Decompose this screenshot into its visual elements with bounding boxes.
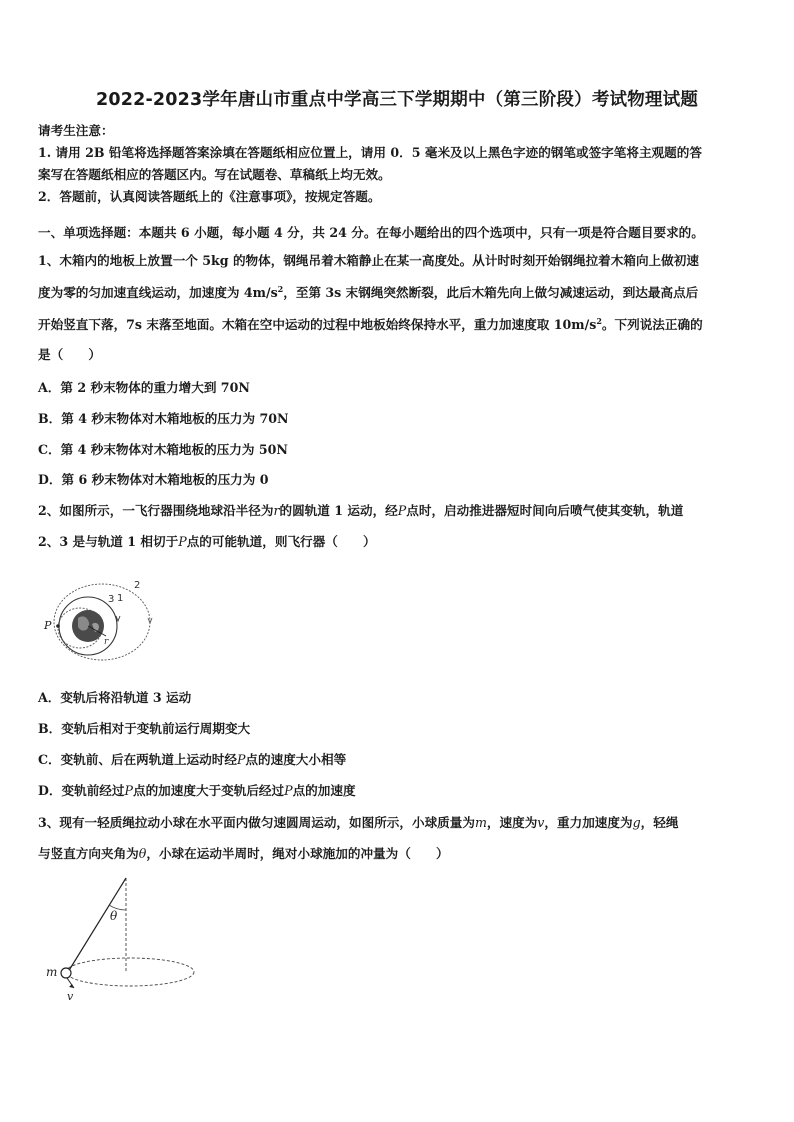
q3-line-1-text-a: 3、现有一轻质绳拉动小球在水平面内做匀速圆周运动，如图所示，小球质量为 [38,815,475,830]
q1-option-c: C．第 4 秒末物体对木箱地板的压力为 50N [38,442,288,457]
q1-option-a: A．第 2 秒末物体的重力增大到 70N [38,380,250,395]
q2-option-c-text-b: 点的速度大小相等 [245,752,347,767]
q2-line-1 [38,500,683,519]
notice-heading: 请考生注意： [38,123,114,138]
q1-line-2-text-b: ，至第 3s 末钢绳突然断裂，此后木箱先向上做匀减速运动，到达最高点后 [283,285,699,300]
q3-line-1-text-c: ，重力加速度为 [544,815,633,830]
notice-item-1-line-1: 1. 请用 2B 铅笔将选择题答案涂填在答题纸相应位置上，请用 0．5 毫米及以上黑色字迹的钢笔或签字笔将主观题的答 [38,145,702,160]
q2-line-2-text-a: 2、3 是与轨道 1 相切于 [38,534,179,549]
q2-option-d-p1: P [124,783,133,798]
q3-line-1 [38,812,678,831]
q1-line-3-sup: 2 [596,315,602,326]
q3-line-1-text-b: ，速度为 [486,815,538,830]
section-heading: 一、单项选择题：本题共 6 小题，每小题 4 分，共 24 分。在每小题给出的四个选项中，只有一项是符合题目要求的。 [38,225,704,240]
q2-line-1-text-b: 的圆轨道 1 运动，经 [279,503,398,518]
label-orbit-3: 3 [108,594,115,605]
q2-option-d-text-c: 点的加速度 [292,783,356,798]
label-r: r [104,637,109,647]
q2-line-1-p: P [397,503,407,518]
q1-line-4: 是（ ） [38,347,101,362]
q3-line-2-text-a: 与竖直方向夹角为 [38,846,139,861]
q1-line-2-sup: 2 [277,283,284,294]
q1-option-d: D．第 6 秒末物体对木箱地板的压力为 0 [38,472,269,487]
q1-line-2-text-a: 度为零的匀加速直线运动，加速度为 4m/s [38,285,278,300]
q2-line-2 [38,531,376,550]
point-p [56,624,60,628]
q3-line-2 [38,843,449,862]
q1-line-2 [38,282,698,301]
q2-option-c [38,749,346,768]
q1-line-3-text-a: 开始竖直下落，7s 末落至地面。木箱在空中运动的过程中地板始终保持水平，重力加速度取 10m/s [38,317,597,332]
q2-option-b: B．变轨后相对于变轨前运行周期变大 [38,721,251,736]
notice-item-1-line-2: 案写在答题纸相应的答题区内。写在试题卷、草稿纸上均无效。 [38,167,391,182]
velocity-arrow-head [69,984,74,988]
orbit-diagram [36,572,160,672]
q1-line-1: 1、木箱内的地板上放置一个 5kg 的物体，钢绳吊着木箱静止在某一高度处。从计时时刻开始钢绳拉着木箱向上做初速 [38,253,699,268]
q1-line-3 [38,314,703,333]
q3-line-1-g: g [632,815,641,830]
q2-line-2-p: P [178,534,187,549]
q2-option-d-text-b: 点的加速度大于变轨后经过 [132,783,285,798]
circular-path [66,958,194,986]
label-v: v [67,990,74,1003]
q2-line-1-text-a: 2、如图所示，一飞行器围绕地球沿半径为 [38,503,274,518]
label-orbit-1: 1 [117,593,124,604]
orbit-figure [36,572,160,672]
q2-line-1-text-c: 点时，启动推进器短时间向后喷气使其变轨，轨道 [406,503,684,518]
label-theta: θ [110,909,118,923]
label-p: P [44,619,52,632]
q3-line-2-theta: θ [138,846,147,861]
q1-option-b: B．第 4 秒末物体对木箱地板的压力为 70N [38,411,289,426]
q3-line-1-text-d: ，轻绳 [640,815,679,830]
pendulum-diagram [40,872,200,1004]
q2-option-d [38,780,356,799]
q2-option-c-p: P [236,752,246,767]
q2-option-d-p2: P [284,783,293,798]
page-title: 2022-2023学年唐山市重点中学高三下学期期中（第三阶段）考试物理试题 [95,90,699,110]
ball [61,968,71,978]
q2-option-d-text-a: D．变轨前经过 [38,783,125,798]
q2-option-a: A．变轨后将沿轨道 3 运动 [38,690,192,705]
q2-line-2-text-b: 点的可能轨道，则飞行器（ ） [186,534,376,549]
q3-line-2-text-b: ，小球在运动半周时，绳对小球施加的冲量为（ ） [146,846,449,861]
pendulum-figure [40,872,200,1004]
q3-line-1-v: v [537,815,545,830]
label-orbit-2: 2 [134,580,141,591]
q2-line-1-r: r [273,503,280,518]
notice-item-2: 2．答题前，认真阅读答题纸上的《注意事项》，按规定答题。 [38,189,381,204]
q3-line-1-m: m [474,815,487,830]
label-m: m [46,965,58,979]
q2-option-c-text-a: C．变轨前、后在两轨道上运动时经 [38,752,237,767]
q1-line-3-text-b: 。下列说法正确的 [601,317,703,332]
